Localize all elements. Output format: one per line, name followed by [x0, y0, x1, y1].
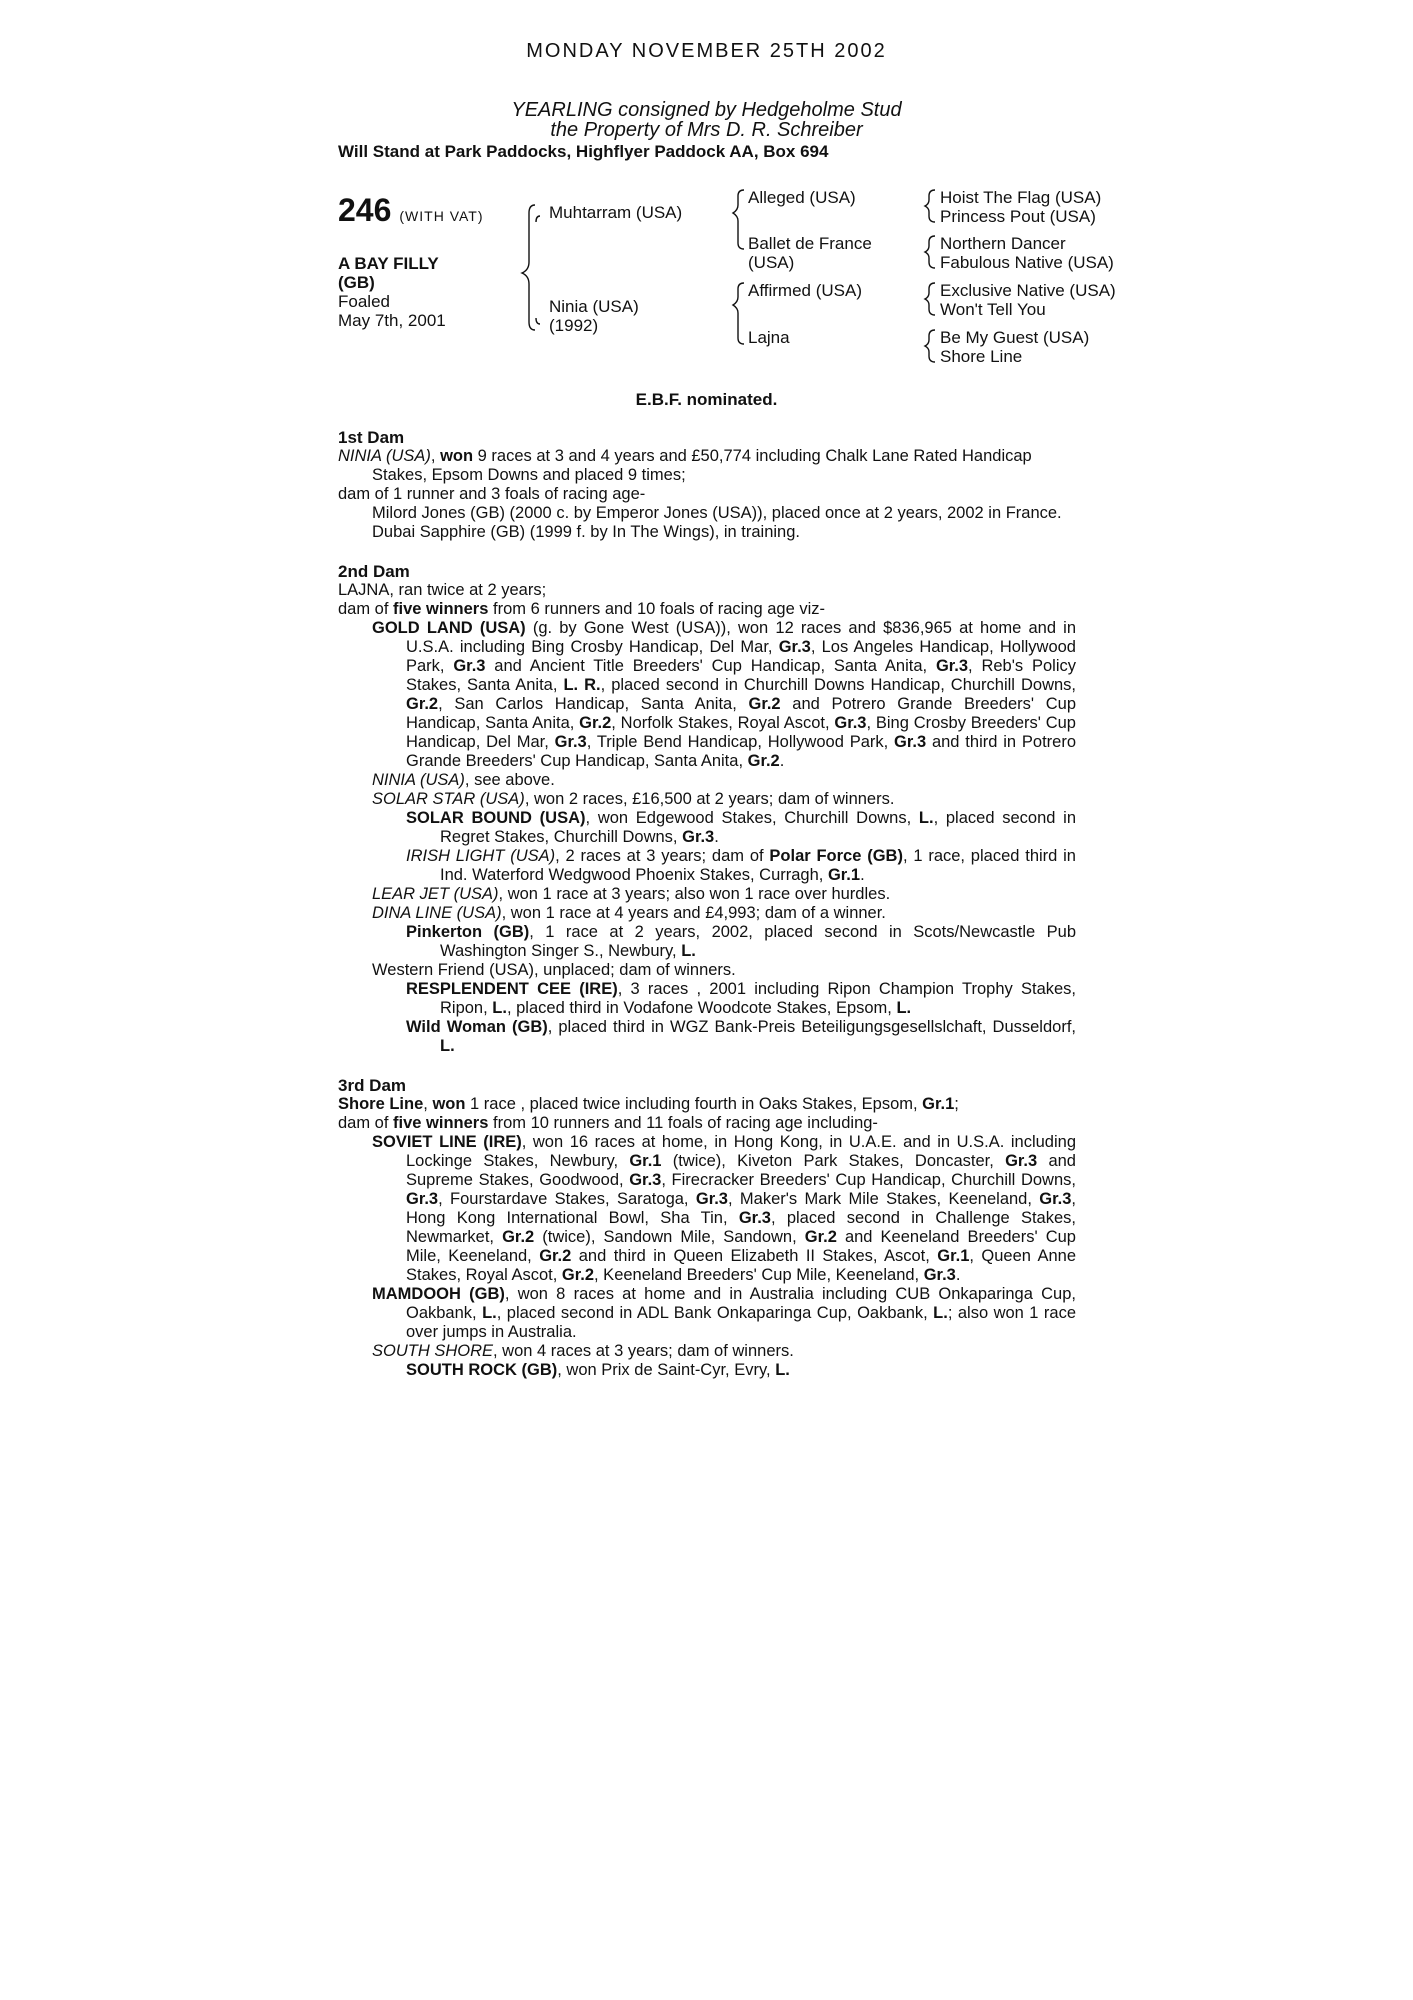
produce-milord-jones: Milord Jones (GB) (2000 c. by Emperor Jones (USA)), placed once at 2 years, 2002 in France.	[372, 504, 1062, 522]
foaled-date: May 7th, 2001	[338, 311, 446, 330]
produce-soviet-line: SOVIET LINE (IRE), won 16 races at home, in Hong Kong, in U.A.E. and in U.S.A. including Lockinge Stakes, Newbury, Gr.1 (twice), Kiveton Park Stakes, Doncaster, Gr.3 and Supreme Stakes, Goodwood, Gr.3, Firecracker Breeders' Cup Handicap, Churchill Downs, Gr.3, Fourstardave Stakes, Saratoga, Gr.3, Maker's Mark Mile Stakes, Keeneland, Gr.3, Hong Kong International Bowl, Sha Tin, Gr.3, placed second in Challenge Stakes, Newmarket, Gr.2 (twice), Sandown Mile, Sandown, Gr.2 and Keeneland Breeders' Cup Mile, Keeneland, Gr.2 and third in Queen Elizabeth II Stakes, Ascot, Gr.1, Queen Anne Stakes, Royal Ascot, Gr.2, Keeneland Breeders' Cup Mile, Keeneland, Gr.3.	[372, 1133, 1076, 1284]
produce-gold-land: GOLD LAND (USA) (g. by Gone West (USA)), won 12 races and $836,965 at home and in U.S.A. including Bing Crosby Handicap, Del Mar, Gr.3, Los Angeles Handicap, Hollywood Park, Gr.3 and Ancient Title Breeders' Cup Handicap, Santa Anita, Gr.3, Reb's Policy Stakes, Santa Anita, L. R., placed second in Churchill Downs Handicap, Churchill Downs, Gr.2, San Carlos Handicap, Santa Anita, Gr.2 and Potrero Grande Breeders' Cup Handicap, Santa Anita, Gr.2, Norfolk Stakes, Royal Ascot, Gr.3, Bing Crosby Breeders' Cup Handicap, Del Mar, Gr.3, Triple Bend Handicap, Hollywood Park, Gr.3 and third in Potrero Grande Breeders' Cup Handicap, Santa Anita, Gr.2.	[372, 619, 1077, 770]
produce-south-shore: SOUTH SHORE, won 4 races at 3 years; dam of winners.	[372, 1342, 794, 1360]
produce-ninia: NINIA (USA), see above.	[372, 771, 555, 789]
first-dam-record: NINIA (USA), won 9 races at 3 and 4 years and £50,774 including Chalk Lane Rated Handicap Stakes, Epsom Downs and placed 9 times;	[338, 447, 1032, 484]
sale-date: MONDAY NOVEMBER 25TH 2002	[526, 40, 887, 62]
sire-name: Muhtarram (USA)	[549, 203, 683, 222]
ebf-note: E.B.F. nominated.	[635, 390, 778, 409]
produce-south-rock: SOUTH ROCK (GB), won Prix de Saint-Cyr, Evry, L.	[406, 1361, 790, 1379]
third-dam-produce-summary: dam of five winners from 10 runners and 11 foals of racing age including-	[338, 1114, 878, 1132]
great-grandparent-5: Exclusive Native (USA)	[940, 281, 1116, 300]
produce-solar-bound: SOLAR BOUND (USA), won Edgewood Stakes, Churchill Downs, L., placed second in Regret Stakes, Churchill Downs, Gr.3.	[406, 809, 1076, 846]
foaled-label: Foaled	[338, 292, 390, 311]
produce-lear-jet: LEAR JET (USA), won 1 race at 3 years; also won 1 race over hurdles.	[372, 885, 891, 903]
third-dam-record: Shore Line, won 1 race , placed twice including fourth in Oaks Stakes, Epsom, Gr.1;	[338, 1095, 959, 1113]
stand-location: Will Stand at Park Paddocks, Highflyer Paddock AA, Box 694	[338, 142, 829, 161]
produce-pinkerton: Pinkerton (GB), 1 race at 2 years, 2002, placed second in Scots/Newcastle Pub Washington Singer S., Newbury, L.	[406, 923, 1076, 960]
great-grandparent-8: Shore Line	[940, 347, 1023, 366]
great-grandparent-4: Fabulous Native (USA)	[940, 253, 1114, 272]
grandsire-2	[748, 234, 872, 272]
great-grandparent-6: Won't Tell You	[940, 300, 1046, 319]
second-dam-produce-summary: dam of five winners from 6 runners and 10 foals of racing age viz-	[338, 600, 825, 618]
produce-irish-light: IRISH LIGHT (USA), 2 races at 3 years; dam of Polar Force (GB), 1 race, placed third in Ind. Waterford Wedgwood Phoenix Stakes, Curragh, Gr.1.	[406, 847, 1076, 884]
lot-number: 246	[338, 192, 392, 228]
horse-sex-colour: A BAY FILLY	[338, 254, 439, 273]
vat-note: (WITH VAT)	[399, 208, 484, 224]
grandsire-3: Affirmed (USA)	[748, 281, 862, 300]
owner-line: the Property of Mrs D. R. Schreiber	[550, 119, 863, 141]
first-dam-produce-summary: dam of 1 runner and 3 foals of racing age-	[338, 485, 646, 503]
great-grandparent-2: Princess Pout (USA)	[940, 207, 1096, 226]
consignor-line: YEARLING consigned by Hedgeholme Stud	[511, 99, 902, 121]
great-grandparent-1: Hoist The Flag (USA)	[940, 188, 1102, 207]
grandsire-2-line1: Ballet de France	[748, 234, 872, 253]
produce-solar-star: SOLAR STAR (USA), won 2 races, £16,500 at 2 years; dam of winners.	[372, 790, 895, 808]
grandsire-2-line2: (USA)	[748, 253, 795, 272]
produce-wild-woman: Wild Woman (GB), placed third in WGZ Bank-Preis Beteiligungsgesellslchaft, Dusseldorf, L.	[406, 1018, 1076, 1055]
second-dam-record: LAJNA, ran twice at 2 years;	[338, 581, 547, 599]
second-dam-heading: 2nd Dam	[338, 562, 410, 581]
great-grandparent-3: Northern Dancer	[940, 234, 1066, 253]
first-dam-heading: 1st Dam	[338, 428, 405, 447]
third-dam-heading: 3rd Dam	[338, 1076, 407, 1095]
produce-western-friend: Western Friend (USA), unplaced; dam of winners.	[372, 961, 736, 979]
produce-dina-line: DINA LINE (USA), won 1 race at 4 years and £4,993; dam of a winner.	[372, 904, 886, 922]
produce-mamdooh: MAMDOOH (GB), won 8 races at home and in Australia including CUB Onkaparinga Cup, Oakbank, L., placed second in ADL Bank Onkaparinga Cup, Oakbank, L.; also won 1 race over jumps in Australia.	[372, 1285, 1077, 1341]
dam-year: (1992)	[549, 316, 599, 335]
pedigree-brackets	[0, 0, 1413, 400]
catalogue-body	[338, 408, 1076, 1380]
horse-country: (GB)	[338, 273, 375, 292]
grandsire-4: Lajna	[748, 328, 790, 347]
produce-resplendent-cee: RESPLENDENT CEE (IRE), 3 races , 2001 including Ripon Champion Trophy Stakes, Ripon, L., placed third in Vodafone Woodcote Stakes, Epsom, L.	[406, 980, 1077, 1017]
grandsire-1: Alleged (USA)	[748, 188, 856, 207]
dam-name	[549, 297, 639, 335]
dam-name-line1: Ninia (USA)	[549, 297, 639, 316]
produce-dubai-sapphire: Dubai Sapphire (GB) (1999 f. by In The Wings), in training.	[372, 523, 800, 541]
great-grandparent-7: Be My Guest (USA)	[940, 328, 1090, 347]
